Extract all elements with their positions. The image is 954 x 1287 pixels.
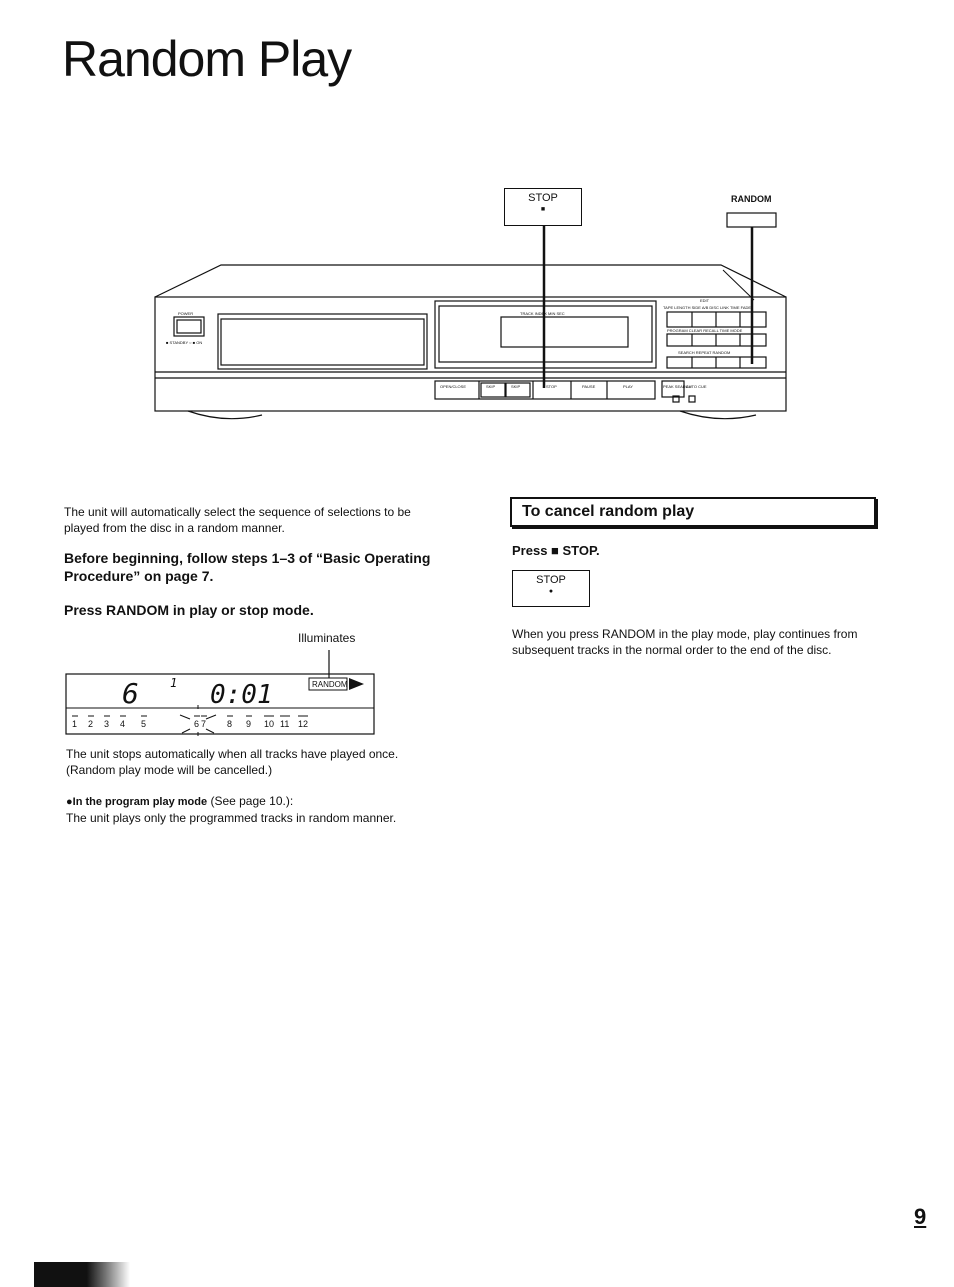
track-number: 11 bbox=[280, 719, 290, 729]
stop-button-figure bbox=[512, 570, 590, 607]
stop-figure-symbol: ● bbox=[548, 588, 554, 595]
intro-text: The unit will automatically select the sequence of selections to be played from the disc in a random manner. bbox=[64, 505, 411, 535]
program-note-lead: ●In the program play mode bbox=[66, 796, 208, 808]
cd-player-diagram bbox=[0, 0, 954, 460]
play-button-label: PLAY bbox=[623, 384, 633, 389]
auto-cue-label: AUTO CUE bbox=[686, 384, 707, 389]
random-display-figure bbox=[60, 645, 380, 737]
stop-figure-label: STOP bbox=[536, 574, 566, 586]
page-number: 9 bbox=[914, 1204, 927, 1229]
random-callout-box bbox=[727, 213, 776, 227]
skip-fwd-label: SKIP bbox=[511, 384, 521, 389]
track-number: 6 bbox=[194, 719, 200, 729]
random-indicator: RANDOM bbox=[312, 680, 348, 689]
play-arrow-icon bbox=[349, 678, 364, 690]
stop-callout-symbol: ■ bbox=[540, 206, 546, 213]
illuminates-label: Illuminates bbox=[298, 631, 356, 645]
cancel-description: When you press RANDOM in the play mode, play continues from subsequent tracks in the normal order to the end of the disc. bbox=[512, 627, 858, 657]
track-number: 9 bbox=[246, 719, 252, 729]
stop-callout-label: STOP bbox=[528, 192, 558, 204]
page-title: Random Play bbox=[62, 31, 352, 87]
display-track: 6 bbox=[122, 677, 139, 710]
program-row-label: PROGRAM CLEAR RECALL TIME MODE bbox=[667, 328, 743, 333]
pause-button-label: PAUSE bbox=[582, 384, 596, 389]
random-callout-label: RANDOM bbox=[731, 194, 772, 204]
stops-automatically-text: The unit stops automatically when all tracks have played once. (Random play mode will be cancelled.) bbox=[66, 747, 399, 777]
open-close-label: OPEN/CLOSE bbox=[440, 384, 467, 389]
track-number: 10 bbox=[264, 719, 275, 729]
program-note-ref: (See page 10.): bbox=[207, 794, 294, 808]
display-label: TRACK INDEX MIN SEC bbox=[520, 311, 565, 316]
cancel-random-heading: To cancel random play bbox=[510, 497, 876, 527]
peak-search-label: PEAK SEARCH bbox=[663, 384, 692, 389]
track-number: 5 bbox=[141, 719, 147, 729]
display-index: 1 bbox=[170, 676, 178, 690]
program-note-body: The unit plays only the programmed tracks in random manner. bbox=[66, 811, 397, 825]
scan-edge-mark bbox=[34, 1262, 130, 1287]
track-number: 2 bbox=[88, 719, 94, 729]
search-row-label: SEARCH REPEAT RANDOM bbox=[678, 350, 731, 355]
edit-row-label: TAPE LENGTH SIDE A/B DISC LINK TIME FADE bbox=[663, 305, 752, 310]
track-number: 12 bbox=[298, 719, 309, 729]
program-mode-note bbox=[66, 793, 446, 826]
press-stop-instruction: Press ■ STOP. bbox=[512, 543, 600, 558]
before-beginning-heading: Before beginning, follow steps 1–3 of “Basic Operating Procedure” on page 7. bbox=[64, 550, 431, 584]
disc-tray bbox=[218, 314, 427, 369]
edit-header: EDIT bbox=[700, 298, 710, 303]
track-number: 1 bbox=[72, 719, 78, 729]
press-random-heading: Press RANDOM in play or stop mode. bbox=[64, 602, 314, 618]
skip-back-label: SKIP bbox=[486, 384, 496, 389]
track-number: 7 bbox=[201, 719, 207, 729]
stop-button-label: STOP bbox=[546, 384, 557, 389]
power-label: POWER bbox=[178, 311, 194, 316]
track-number: 3 bbox=[104, 719, 110, 729]
display-time: 0:01 bbox=[210, 680, 273, 710]
track-number: 8 bbox=[227, 719, 233, 729]
standby-label: ■ STANDBY ○ ■ ON bbox=[166, 340, 203, 345]
track-number: 4 bbox=[120, 719, 126, 729]
